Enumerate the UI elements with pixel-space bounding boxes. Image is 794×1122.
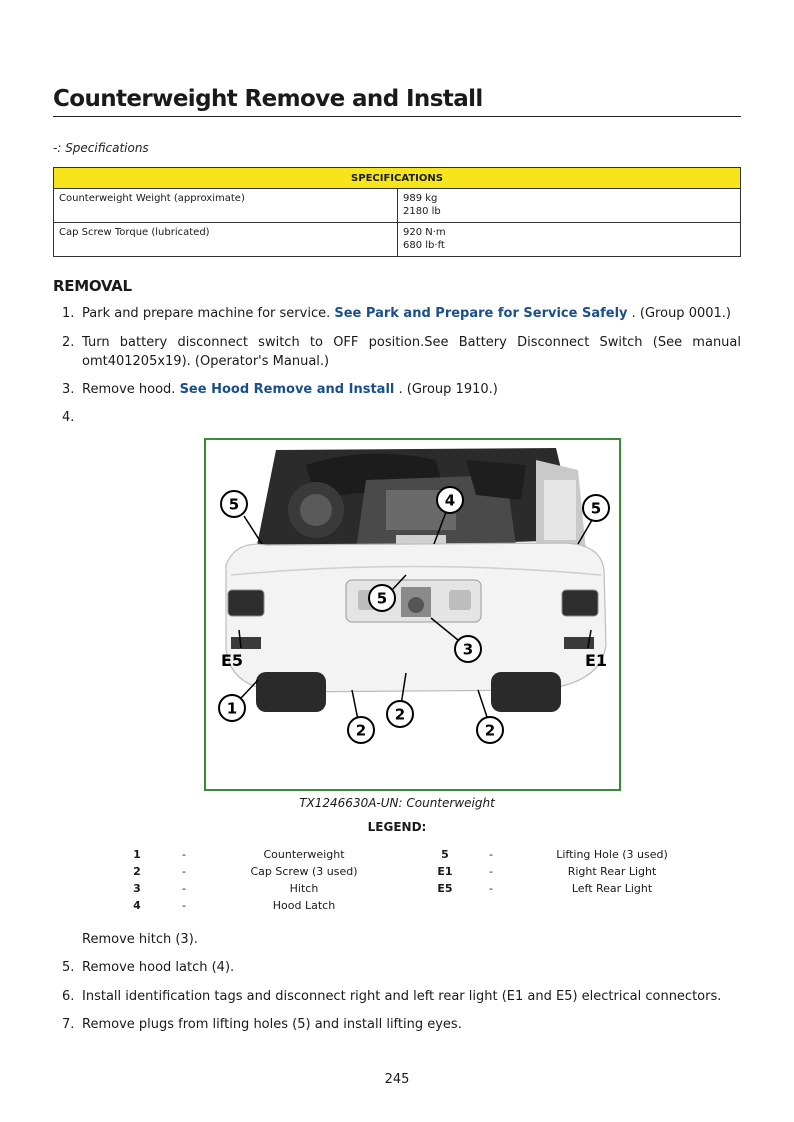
legend-dash: - (182, 865, 186, 878)
callout-2-center (387, 701, 413, 727)
step-text: Install identification tags and disconnect right and left rear light (E1 and E5) electrical connectors. (82, 989, 722, 1004)
removal-step-1 (62, 304, 741, 323)
svg-text:5: 5 (590, 499, 602, 518)
svg-text:1: 1 (226, 699, 238, 718)
callout-4 (437, 487, 463, 513)
step-text: Remove plugs from lifting holes (5) and install lifting eyes. (82, 1017, 462, 1032)
step-text: Remove hood. (82, 382, 180, 397)
svg-text:3: 3 (462, 640, 474, 659)
legend-description: Hood Latch (272, 899, 336, 912)
step-number: 6. (62, 989, 75, 1004)
legend-number: E5 (437, 882, 453, 895)
callout-e1: E1 (584, 651, 608, 670)
legend-number: 3 (133, 882, 141, 895)
spec-value-imperial: 680 lb·ft (403, 240, 445, 251)
step-number: 5. (62, 960, 75, 975)
svg-text:2: 2 (484, 721, 496, 740)
spec-label: Cap Screw Torque (lubricated) (54, 223, 398, 257)
park-and-prepare-link[interactable]: See Park and Prepare for Service Safely (334, 306, 628, 321)
legend-description: Right Rear Light (567, 865, 657, 878)
counterweight-figure (204, 438, 621, 791)
table-row (54, 189, 741, 223)
legend-description: Cap Screw (3 used) (250, 865, 358, 878)
callout-5-left (221, 491, 247, 517)
counterweight-illustration (206, 440, 619, 789)
callout-e5: E5 (220, 651, 244, 670)
legend-number: E1 (437, 865, 453, 878)
step-text: Turn battery disconnect switch to OFF position.See Battery Disconnect Switch (See manual omt401205x19). (Operator's Manual.) (82, 335, 741, 369)
step-number: 3. (62, 382, 75, 397)
callout-3 (455, 636, 481, 662)
page-number: 245 (384, 1072, 410, 1087)
legend-description: Counterweight (263, 848, 345, 861)
legend-dash: - (489, 848, 493, 861)
callout-1 (219, 695, 245, 721)
legend-number: 4 (133, 899, 141, 912)
legend-dash: - (182, 848, 186, 861)
legend-number: 1 (133, 848, 141, 861)
removal-step-5 (62, 958, 741, 977)
spec-label: Counterweight Weight (approximate) (54, 189, 398, 223)
step-number: 4. (62, 410, 75, 425)
section-title-removal: REMOVAL (53, 277, 132, 295)
legend-number: 5 (441, 848, 449, 861)
spec-value (398, 189, 741, 223)
legend-title: LEGEND: (367, 820, 427, 834)
svg-text:5: 5 (376, 589, 388, 608)
spec-value-metric: 920 N·m (403, 227, 446, 238)
step-number: 2. (62, 335, 75, 350)
svg-text:5: 5 (228, 495, 240, 514)
step-text: Remove hitch (3). (82, 932, 198, 947)
legend-dash: - (489, 882, 493, 895)
legend-dash: - (182, 899, 186, 912)
legend-number: 2 (133, 865, 141, 878)
step-suffix: . (Group 1910.) (394, 382, 498, 397)
callout-2-right (477, 717, 503, 743)
step-text: Remove hood latch (4). (82, 960, 235, 975)
legend-dash: - (489, 865, 493, 878)
removal-step-7 (62, 1015, 741, 1034)
removal-step-4-text (82, 930, 741, 949)
spec-value-imperial: 2180 lb (403, 206, 441, 217)
step-number: 1. (62, 306, 75, 321)
callout-5-center (369, 585, 395, 611)
step-number: 7. (62, 1017, 75, 1032)
legend-dash: - (182, 882, 186, 895)
legend-description: Lifting Hole (3 used) (556, 848, 668, 861)
spec-table-header: SPECIFICATIONS (54, 168, 741, 189)
svg-text:2: 2 (394, 705, 406, 724)
legend-description: Hitch (289, 882, 319, 895)
spec-value (398, 223, 741, 257)
spec-value-metric: 989 kg (403, 193, 438, 204)
svg-text:2: 2 (355, 721, 367, 740)
callout-5-right (583, 495, 609, 521)
removal-step-6 (62, 987, 741, 1006)
callout-2-left (348, 717, 374, 743)
spec-caption: -: Specifications (53, 141, 149, 155)
table-row (54, 223, 741, 257)
removal-step-3 (62, 380, 741, 399)
svg-text:4: 4 (444, 491, 456, 510)
step-text: Park and prepare machine for service. (82, 306, 335, 321)
hood-remove-install-link[interactable]: See Hood Remove and Install (179, 382, 395, 397)
figure-caption: TX1246630A-UN: Counterweight (299, 796, 495, 810)
step-suffix: . (Group 0001.) (627, 306, 731, 321)
legend-description: Left Rear Light (571, 882, 653, 895)
page-title: Counterweight Remove and Install (53, 86, 741, 117)
removal-step-2 (62, 333, 741, 371)
specifications-table (53, 167, 741, 257)
